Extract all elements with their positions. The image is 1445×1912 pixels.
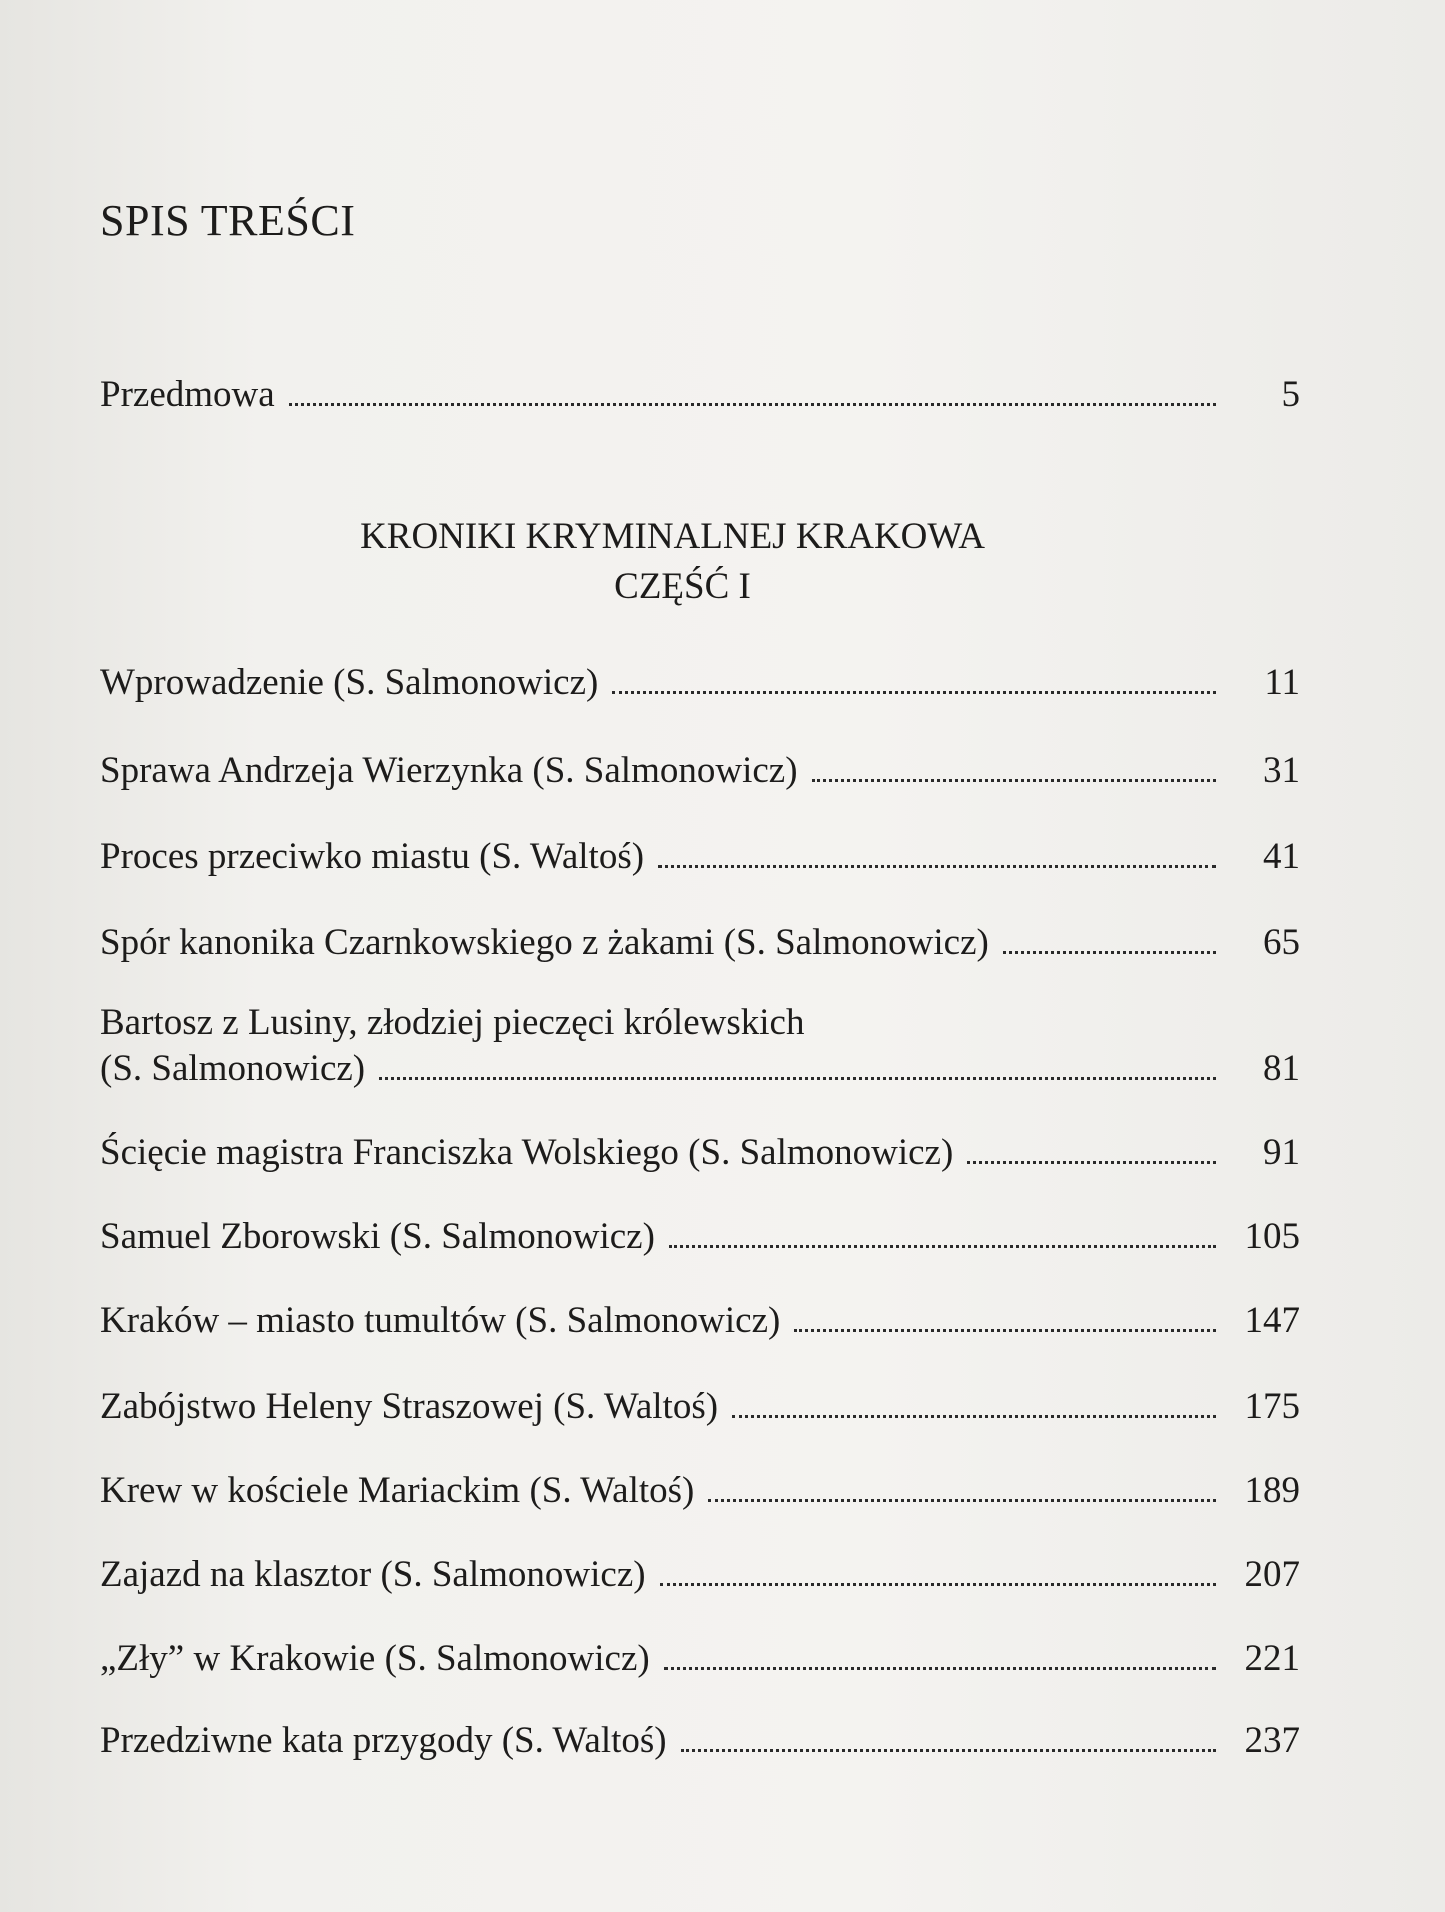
toc-entry-page: 11 xyxy=(1264,662,1300,703)
leader-dots xyxy=(1003,951,1216,954)
toc-entry-label: Samuel Zborowski (S. Salmonowicz) xyxy=(100,1216,655,1257)
toc-entry-page: 81 xyxy=(1263,1048,1300,1089)
leader-dots xyxy=(967,1161,1216,1164)
toc-entry-label: Krew w kościele Mariackim (S. Waltoś) xyxy=(100,1470,695,1511)
leader-dots xyxy=(812,779,1216,782)
leader-dots xyxy=(660,1583,1216,1586)
toc-entry-label: Zajazd na klasztor (S. Salmonowicz) xyxy=(100,1554,646,1595)
toc-entry-page: 91 xyxy=(1263,1132,1300,1173)
toc-entry-label: Ścięcie magistra Franciszka Wolskiego (S. Salmonowicz) xyxy=(100,1132,954,1173)
toc-entry-label: „Zły” w Krakowie (S. Salmonowicz) xyxy=(100,1638,650,1679)
toc-entry-page: 207 xyxy=(1244,1554,1300,1595)
toc-entry xyxy=(100,1468,1300,1514)
toc-entry-label: Przedziwne kata przygody (S. Waltoś) xyxy=(100,1720,667,1761)
toc-entry-label: Przedmowa xyxy=(100,374,275,415)
section-heading-line1: KRONIKI KRYMINALNEJ KRAKOWA xyxy=(360,516,985,557)
toc-entry xyxy=(100,1636,1300,1682)
toc-entry xyxy=(100,1000,1300,1092)
leader-dots xyxy=(289,403,1216,406)
toc-entry xyxy=(100,920,1300,966)
leader-dots xyxy=(708,1499,1216,1502)
toc-entry-page: 31 xyxy=(1263,750,1300,791)
leader-dots xyxy=(794,1329,1216,1332)
toc-entry-page: 147 xyxy=(1244,1300,1300,1341)
leader-dots xyxy=(681,1749,1216,1752)
page-title: SPIS TREŚCI xyxy=(100,196,356,245)
toc-entry-label: Zabójstwo Heleny Straszowej (S. Waltoś) xyxy=(100,1386,719,1427)
toc-entry xyxy=(100,1214,1300,1260)
toc-entry-label: Wprowadzenie (S. Salmonowicz) xyxy=(100,662,599,703)
toc-entry-label-line2: (S. Salmonowicz) xyxy=(100,1048,366,1089)
toc-entry-row xyxy=(100,1046,1300,1092)
section-heading-line2: CZĘŚĆ I xyxy=(614,566,751,607)
toc-entry xyxy=(100,1718,1300,1764)
toc-entry xyxy=(100,1130,1300,1176)
toc-entry xyxy=(100,748,1300,794)
toc-entry-page: 41 xyxy=(1263,836,1300,877)
toc-entry-label: Kraków – miasto tumultów (S. Salmonowicz) xyxy=(100,1300,781,1341)
show-through-texture xyxy=(585,0,1305,288)
toc-entry-page: 175 xyxy=(1244,1386,1300,1427)
toc-entry-page: 65 xyxy=(1263,922,1300,963)
leader-dots xyxy=(669,1245,1216,1248)
toc-entry xyxy=(100,1552,1300,1598)
toc-entry-preface xyxy=(100,372,1300,418)
toc-entry-page: 189 xyxy=(1244,1470,1300,1511)
toc-entry-page: 105 xyxy=(1244,1216,1300,1257)
leader-dots xyxy=(658,865,1216,868)
toc-entry-label: Sprawa Andrzeja Wierzynka (S. Salmonowicz) xyxy=(100,750,798,791)
toc-entry-label: Spór kanonika Czarnkowskiego z żakami (S. Salmonowicz) xyxy=(100,922,989,963)
leader-dots xyxy=(612,691,1216,694)
toc-entry-label-line1: Bartosz z Lusiny, złodziej pieczęci królewskich xyxy=(100,1002,805,1043)
leader-dots xyxy=(664,1667,1216,1670)
toc-entry-page: 221 xyxy=(1244,1638,1300,1679)
toc-entry xyxy=(100,1298,1300,1344)
leader-dots xyxy=(732,1415,1216,1418)
leader-dots xyxy=(379,1077,1216,1080)
toc-entry-page: 5 xyxy=(1281,374,1300,415)
toc-entry-page: 237 xyxy=(1244,1720,1300,1761)
toc-entry-label: Proces przeciwko miastu (S. Waltoś) xyxy=(100,836,645,877)
toc-entry xyxy=(100,660,1300,706)
toc-entry xyxy=(100,1384,1300,1430)
section-heading xyxy=(0,512,1445,612)
toc-entry xyxy=(100,834,1300,880)
